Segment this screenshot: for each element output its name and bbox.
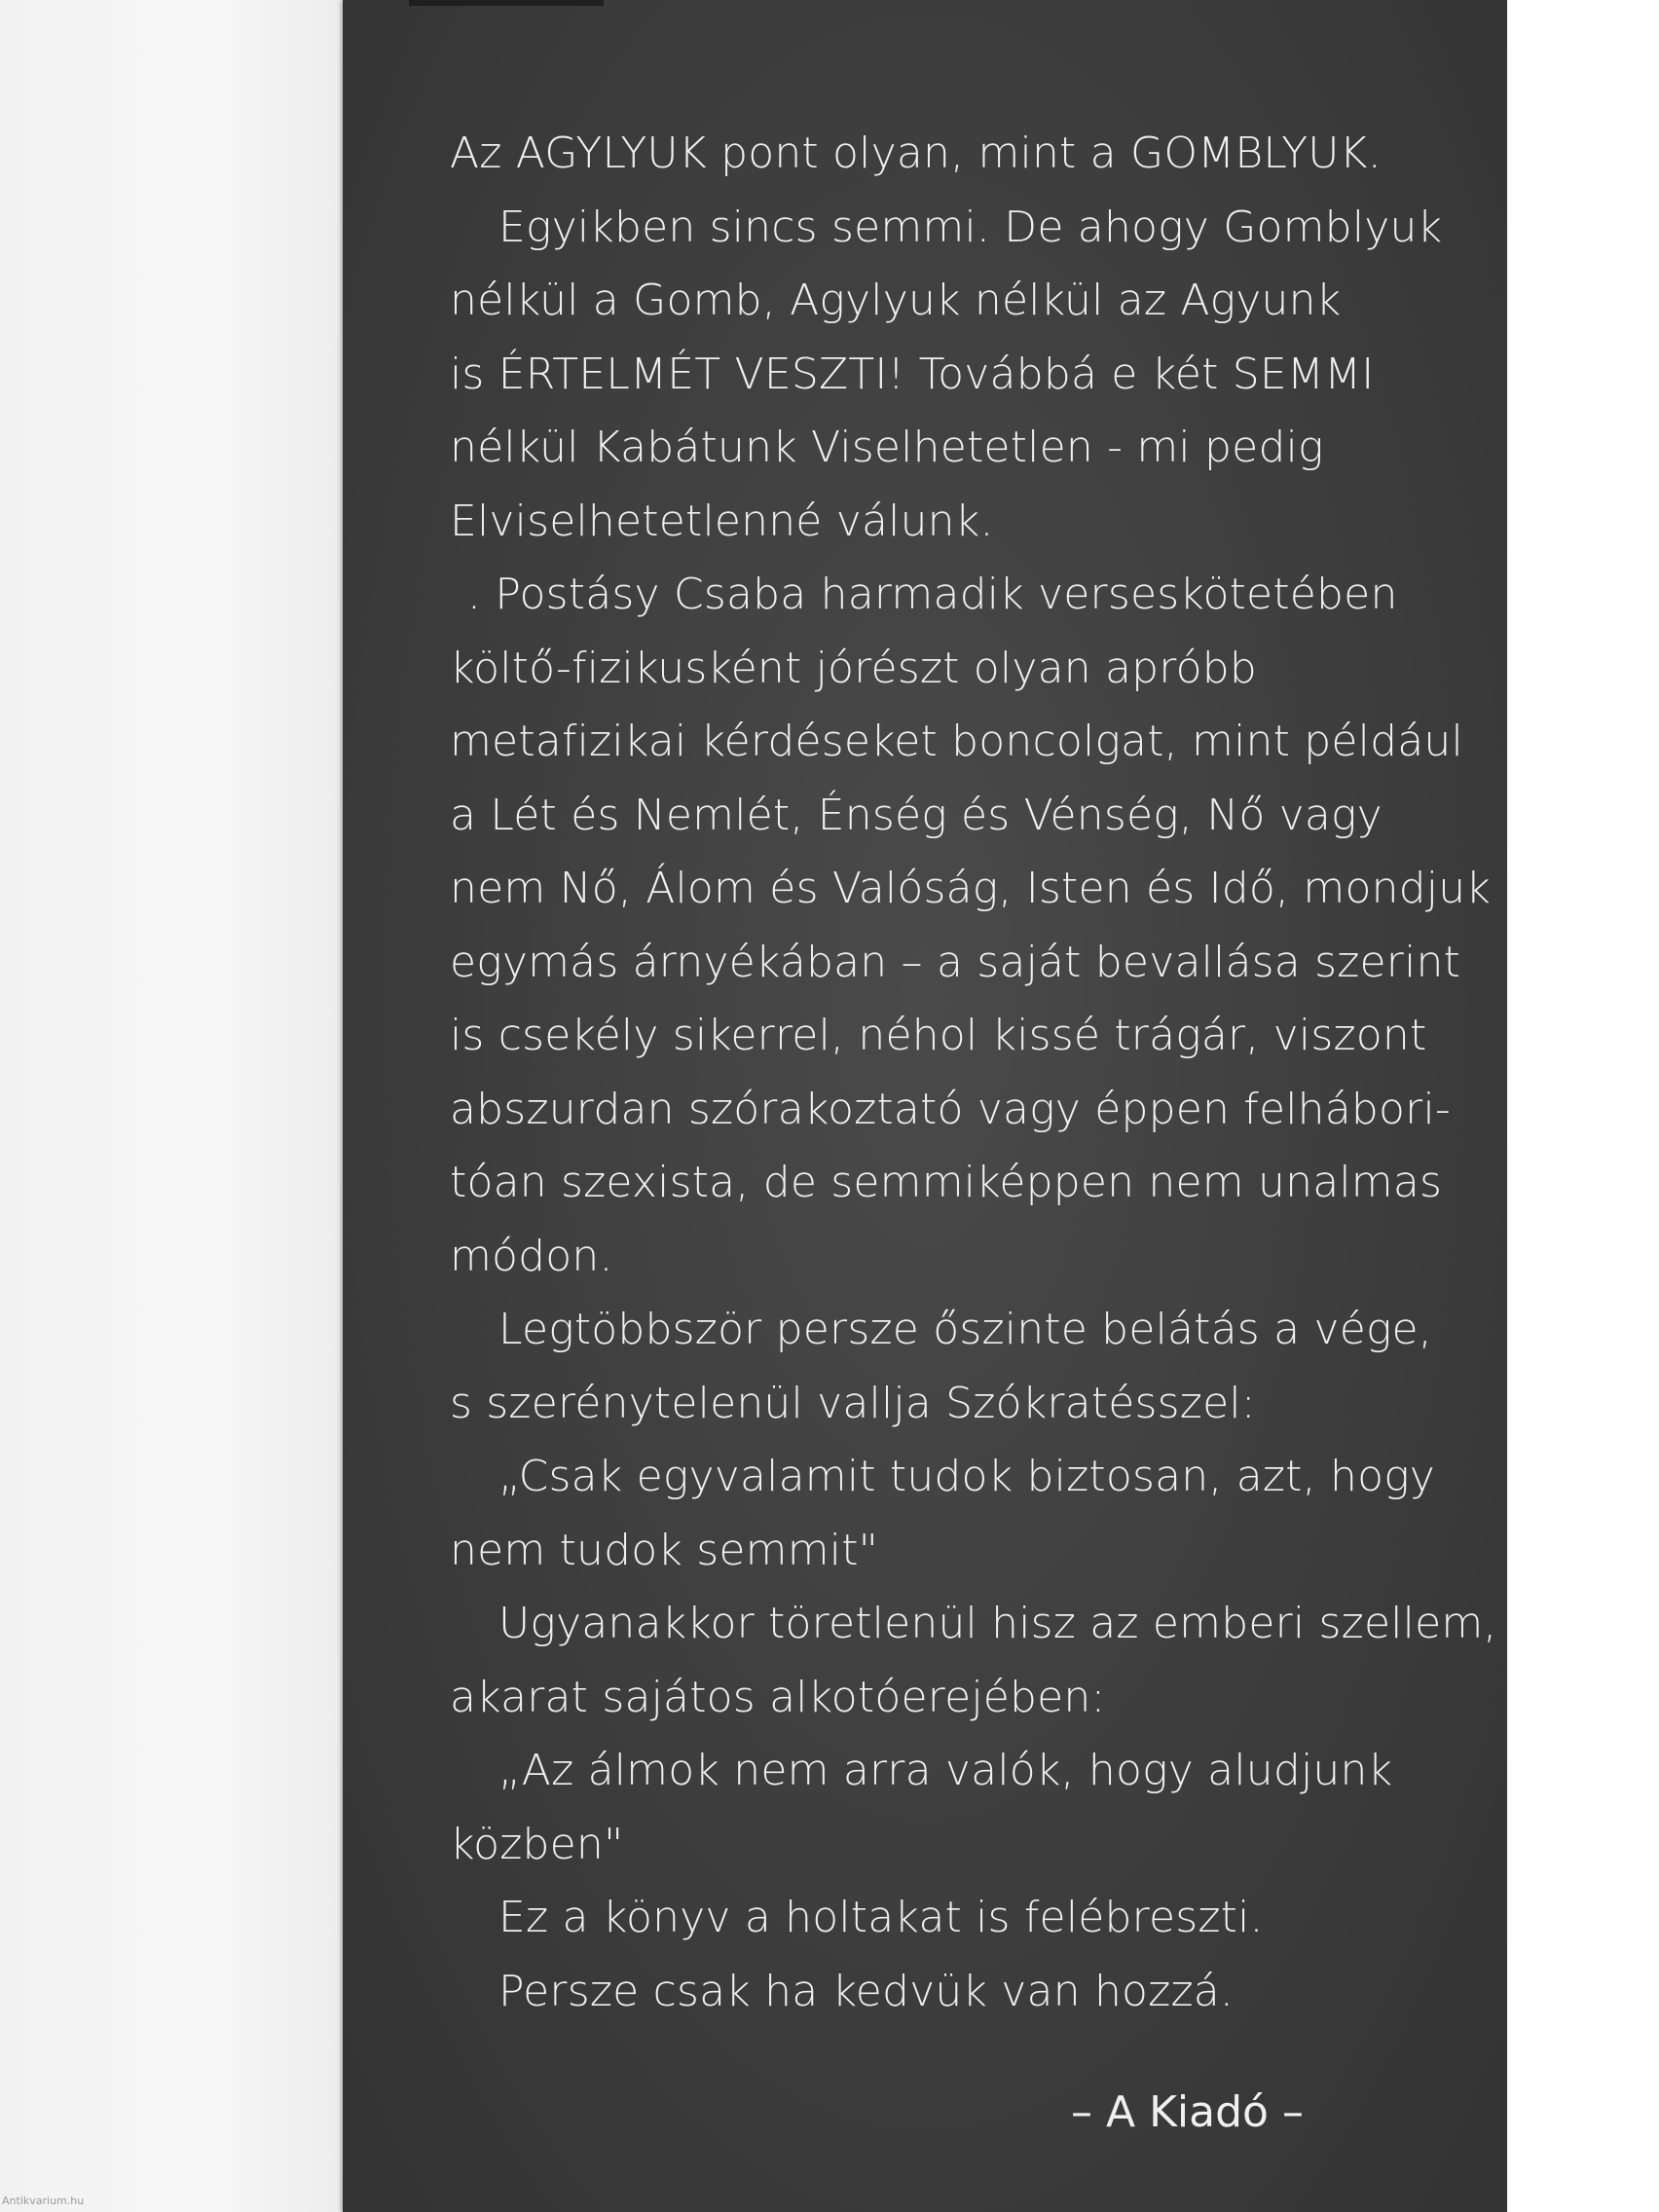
watermark: Antikvarium.hu (2, 2194, 85, 2207)
blurb-line-14: abszurdan szórakoztató vagy éppen felhábori- (450, 1084, 1451, 1134)
blurb-line-21: Ugyanakkor töretlenül hisz az emberi szellem, (498, 1599, 1497, 1648)
blurb-line-12: egymás árnyékában – a saját bevallása szerint (450, 937, 1461, 987)
blurb-line-26: Persze csak ha kedvük van hozzá. (498, 1966, 1235, 2016)
blurb-line-16: módon. (450, 1231, 613, 1281)
top-edge-shadow (409, 0, 604, 6)
publisher-signature: – A Kiadó – (1071, 2087, 1304, 2137)
blurb-line-1: Az AGYLYUK pont olyan, mint a GOMBLYUK. (450, 129, 1382, 178)
blurb-line-7: . Postásy Csaba harmadik verseskötetében (467, 570, 1398, 619)
blurb-line-2: Egyikben sincs semmi. De ahogy Gomblyuk (498, 202, 1443, 252)
blurb-line-23: „Az álmok nem arra valók, hogy aludjunk (498, 1746, 1393, 1795)
blurb-text (450, 117, 1497, 2028)
blurb-line-19: „Csak egyvalamit tudok biztosan, azt, hogy (498, 1452, 1436, 1501)
blurb-line-8: költő-fizikusként jórészt olyan apróbb (450, 643, 1258, 693)
blurb-line-17: Legtöbbször persze őszinte belátás a vége, (498, 1305, 1433, 1354)
left-paper-page (0, 0, 350, 2212)
blurb-line-3: nélkül a Gomb, Agylyuk nélkül az Agyunk (450, 276, 1342, 325)
blurb-line-13: is csekély sikerrel, néhol kissé trágár, viszont (450, 1011, 1427, 1060)
blurb-line-15: tóan szexista, de semmiképpen nem unalmas (450, 1158, 1443, 1207)
blurb-line-10: a Lét és Nemlét, Énség és Vénség, Nő vagy (450, 790, 1382, 840)
blurb-line-11: nem Nő, Álom és Valóság, Isten és Idő, mondjuk (450, 864, 1492, 913)
blurb-line-20: nem tudok semmit" (450, 1525, 879, 1575)
blurb-line-6: Elviselhetetlenné válunk. (450, 496, 994, 546)
blurb-line-24: közben" (450, 1819, 624, 1869)
blurb-line-22: akarat sajátos alkotóerejében: (450, 1672, 1106, 1722)
blurb-line-18: s szerénytelenül vallja Szókratésszel: (450, 1378, 1256, 1428)
blurb-line-5: nélkül Kabátunk Viselhetetlen - mi pedig (450, 423, 1324, 472)
blurb-line-4: is ÉRTELMÉT VESZTI! Továbbá e két SEMMI (450, 349, 1375, 399)
blurb-line-25: Ez a könyv a holtakat is felébreszti. (498, 1893, 1264, 1942)
blurb-line-9: metafizikai kérdéseket boncolgat, mint például (450, 717, 1463, 766)
right-paper-page (1504, 0, 1659, 2212)
